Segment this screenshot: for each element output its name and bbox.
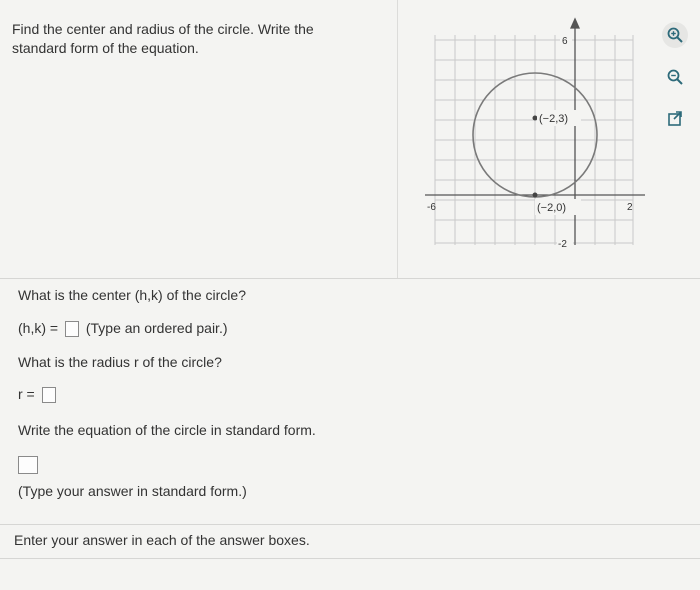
- equation-hint: (Type your answer in standard form.): [18, 483, 247, 499]
- equation-answer-row: [18, 456, 41, 474]
- footer-divider: [0, 524, 700, 525]
- graph-tools: [662, 22, 690, 148]
- question-panel: [0, 0, 700, 279]
- center-question: What is the center (h,k) of the circle?: [18, 287, 246, 303]
- zoom-in-icon: [666, 26, 684, 44]
- equation-answer-box[interactable]: [18, 456, 38, 474]
- center-point-label: (−2,3): [539, 113, 569, 125]
- x-min-tick: -6: [427, 202, 436, 213]
- radius-question: What is the radius r of the circle?: [18, 354, 222, 370]
- external-link-icon: [666, 110, 684, 128]
- equation-question: Write the equation of the circle in standard form.: [18, 422, 316, 438]
- radius-prefix: r =: [18, 386, 35, 402]
- center-prefix: (h,k) =: [18, 320, 59, 336]
- zoom-out-icon: [666, 68, 684, 86]
- tangent-point: [533, 193, 538, 198]
- circle-graph: [415, 15, 645, 250]
- y-max-tick: 6: [562, 36, 568, 47]
- center-hint: (Type an ordered pair.): [85, 320, 228, 336]
- panel-divider: [397, 0, 398, 278]
- radius-answer-row: [18, 386, 59, 403]
- zoom-out-button[interactable]: [662, 64, 688, 90]
- tangent-point-label: (−2,0): [537, 202, 567, 214]
- grid: [435, 35, 633, 245]
- question-prompt: Find the center and radius of the circle. Write the standard form of the equation.: [12, 21, 314, 56]
- x-max-tick: 2: [627, 202, 633, 213]
- zoom-in-button[interactable]: [662, 22, 688, 48]
- footer-divider-bottom: [0, 558, 700, 559]
- center-point: [533, 116, 538, 121]
- center-answer-box[interactable]: [65, 321, 79, 337]
- popout-button[interactable]: [662, 106, 688, 132]
- center-answer-row: [18, 320, 228, 337]
- footer-instructions: Enter your answer in each of the answer boxes.: [14, 532, 310, 548]
- y-min-tick: -2: [558, 239, 567, 250]
- radius-answer-box[interactable]: [42, 387, 56, 403]
- y-axis-arrow: [571, 19, 579, 28]
